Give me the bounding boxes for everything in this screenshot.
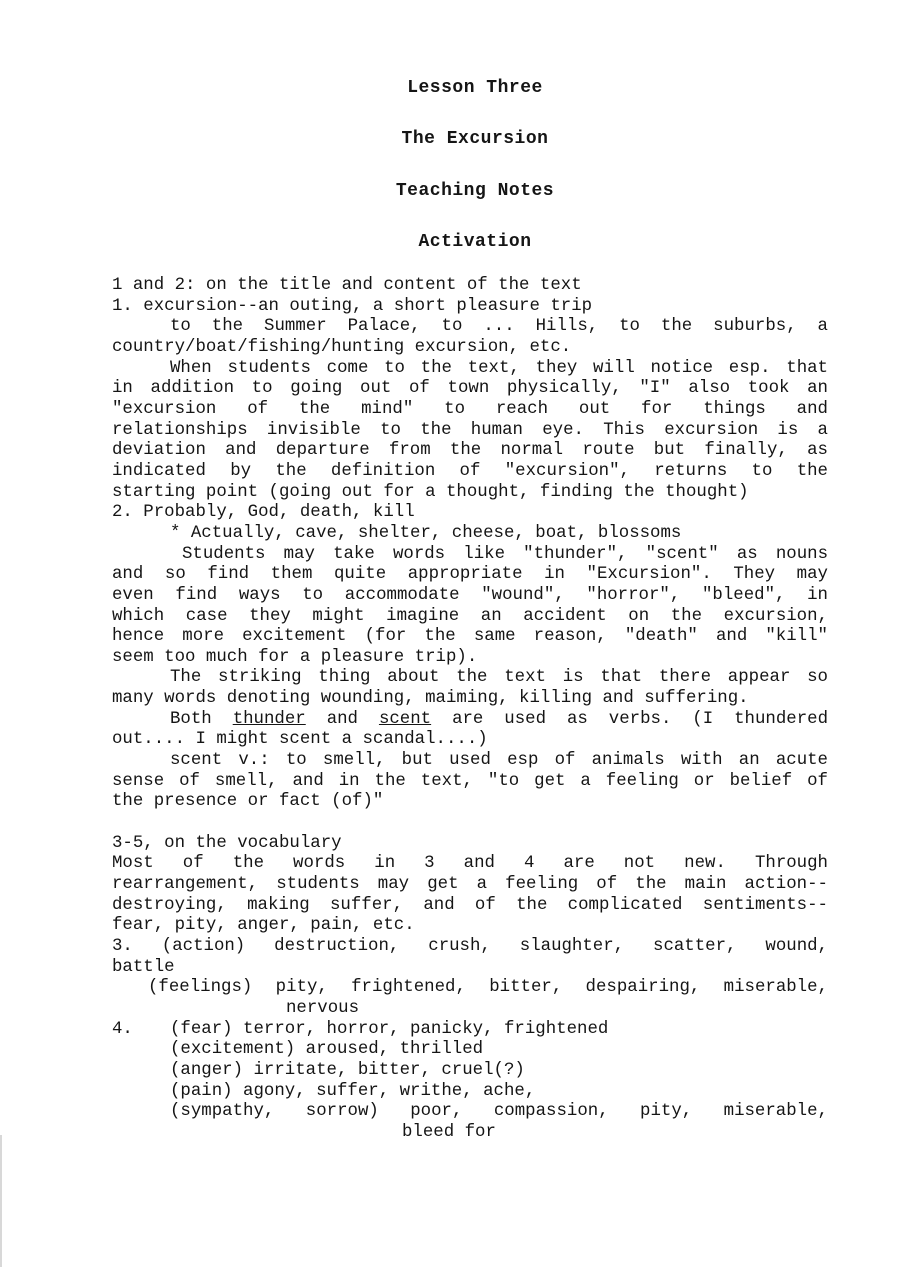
text-line: hence more excitement (for the same reason, "death" and "kill" bbox=[112, 627, 828, 647]
text-line: Students may take words like "thunder", "scent" as nouns bbox=[182, 544, 828, 564]
text-line: to the Summer Palace, to ... Hills, to the suburbs, a bbox=[170, 317, 828, 337]
text-line: (anger) irritate, bitter, cruel(?) bbox=[170, 1060, 525, 1080]
text-line: "excursion of the mind" to reach out for things and bbox=[112, 399, 828, 419]
text-line: many words denoting wounding, maiming, killing and suffering. bbox=[112, 689, 749, 709]
text-line: (sympathy, sorrow) poor, compassion, pity, miserable, bbox=[170, 1102, 828, 1122]
text-line: bleed for bbox=[402, 1122, 496, 1142]
section-heading: Activation bbox=[418, 232, 532, 252]
text-fragment: (fear) terror, horror, panicky, frightened bbox=[170, 1019, 609, 1039]
text-line: rearrangement, students may get a feeling of the main action-- bbox=[112, 875, 828, 895]
text-line: 1 and 2: on the title and content of the text bbox=[112, 276, 582, 295]
text-line: relationships invisible to the human eye. This excursion is a bbox=[112, 420, 828, 440]
underlined-word: thunder bbox=[232, 709, 306, 729]
list-number: 4. bbox=[112, 1019, 133, 1039]
text-line: starting point (going out for a thought, finding the thought) bbox=[112, 482, 749, 502]
text-fragment: Both bbox=[170, 709, 212, 729]
text-line: The striking thing about the text is that there appear so bbox=[170, 668, 828, 688]
scan-edge-mark bbox=[0, 1135, 2, 1267]
text-line: which case they might imagine an accident on the excursion, bbox=[112, 606, 828, 626]
text-line: (pain) agony, suffer, writhe, ache, bbox=[170, 1081, 536, 1101]
text-line: 1. excursion--an outing, a short pleasure trip bbox=[112, 296, 593, 316]
text-line: (excitement) aroused, thrilled bbox=[170, 1040, 484, 1060]
text-line: When students come to the text, they will notice esp. that bbox=[170, 358, 828, 378]
text-line: even find ways to accommodate "wound", "horror", "bleed", in bbox=[112, 585, 828, 605]
text-line: deviation and departure from the normal route but finally, as bbox=[112, 441, 828, 461]
text-line: Most of the words in 3 and 4 are not new. Through bbox=[112, 854, 828, 874]
text-line: 3. (action) destruction, crush, slaughter, scatter, wound, bbox=[112, 937, 828, 956]
text-line: in addition to going out of town physically, "I" also took an bbox=[112, 379, 828, 399]
text-line: indicated by the definition of "excursion", returns to the bbox=[112, 461, 828, 481]
text-line: 2. Probably, God, death, kill bbox=[112, 503, 415, 523]
text-line: sense of smell, and in the text, "to get a feeling or belief of bbox=[112, 771, 828, 791]
text-line bbox=[112, 710, 828, 731]
underlined-word: scent bbox=[378, 709, 432, 729]
text-line: the presence or fact (of)" bbox=[112, 792, 384, 812]
text-line: seem too much for a pleasure trip). bbox=[112, 647, 478, 667]
text-line bbox=[112, 1020, 828, 1041]
text-line: fear, pity, anger, pain, etc. bbox=[112, 916, 415, 936]
notes-body bbox=[112, 276, 828, 1144]
text-line: country/boat/fishing/hunting excursion, etc. bbox=[112, 337, 572, 357]
text-line: (feelings) pity, frightened, bitter, despairing, miserable, bbox=[148, 978, 828, 998]
text-line: scent v.: to smell, but used esp of animals with an acute bbox=[170, 751, 828, 771]
blank-line bbox=[112, 813, 828, 834]
text-fragment: and bbox=[326, 709, 358, 729]
title-heading: The Excursion bbox=[401, 129, 549, 149]
lesson-heading: Lesson Three bbox=[407, 78, 543, 98]
text-line: nervous bbox=[286, 998, 360, 1018]
text-line: battle bbox=[112, 957, 175, 977]
text-line: 3-5, on the vocabulary bbox=[112, 833, 342, 853]
text-line: out.... I might scent a scandal....) bbox=[112, 730, 488, 750]
text-line: and so find them quite appropriate in "Excursion". They may bbox=[112, 565, 828, 585]
text-fragment: are used as verbs. (I thundered bbox=[452, 709, 828, 729]
subtitle-heading: Teaching Notes bbox=[395, 181, 555, 201]
text-line: * Actually, cave, shelter, cheese, boat, blossoms bbox=[170, 523, 682, 543]
text-line: destroying, making suffer, and of the complicated sentiments-- bbox=[112, 895, 828, 915]
